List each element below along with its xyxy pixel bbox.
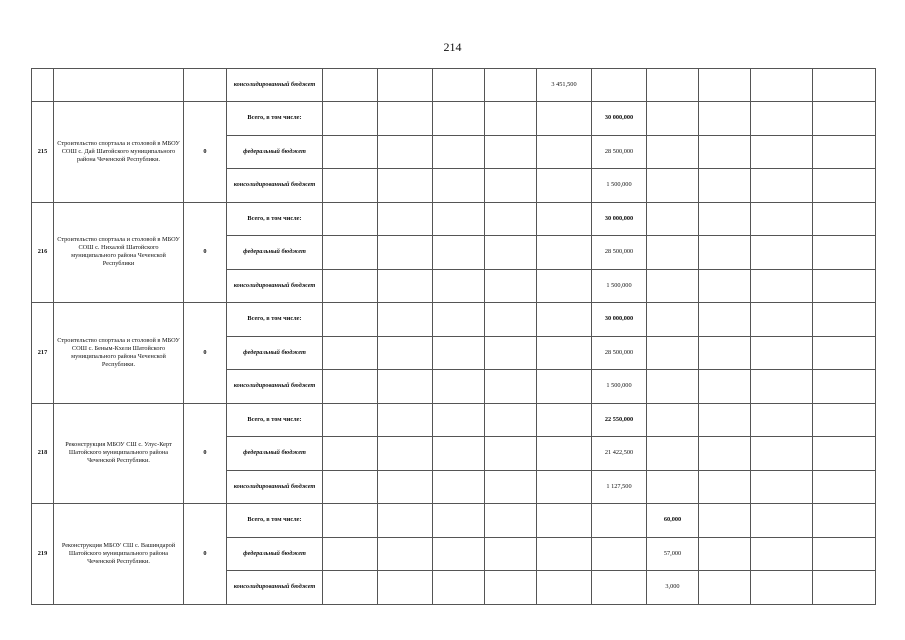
budget-table [31, 68, 876, 605]
project-code: 0 [184, 403, 227, 504]
value-federal: 28 500,000 [592, 135, 647, 169]
cell-num [32, 69, 54, 102]
source-total: Всего, в том числе: [227, 303, 323, 337]
value-total: 22 550,000 [592, 403, 647, 437]
cell-name [54, 69, 184, 102]
source-federal: федеральный бюджет [227, 336, 323, 370]
table-row [32, 202, 876, 236]
project-number: 215 [32, 102, 54, 203]
table-row [32, 504, 876, 538]
page-number: 214 [443, 40, 462, 54]
cell-source: консолидированный бюджет [227, 69, 323, 102]
project-name: Реконструкция МБОУ СШ с. Улус-Керт Шатойского муниципального района Чеченской Республики. [54, 403, 184, 504]
project-name: Строительство спортзала и столовой в МБОУ СОШ с. Нихалой Шатойского муниципального района Чеченской Республики [54, 202, 184, 303]
source-consolidated: консолидированный бюджет [227, 370, 323, 404]
table-row-continuation [32, 69, 876, 102]
value-federal: 57,000 [647, 537, 699, 571]
value-consolidated: 1 500,000 [592, 169, 647, 203]
source-total: Всего, в том числе: [227, 403, 323, 437]
project-code: 0 [184, 202, 227, 303]
source-federal: федеральный бюджет [227, 437, 323, 471]
project-name: Строительство спортзала и столовой в МБОУ СОШ с. Дай Шатойского муниципального района Чеченской Республики. [54, 102, 184, 203]
source-federal: федеральный бюджет [227, 537, 323, 571]
project-name: Реконструкция МБОУ СШ с. Вашиндарой Шатойского муниципального района Чеченской Республики. [54, 504, 184, 605]
source-total: Всего, в том числе: [227, 504, 323, 538]
table-row [32, 303, 876, 337]
project-number: 217 [32, 303, 54, 404]
source-federal: федеральный бюджет [227, 135, 323, 169]
value-federal: 28 500,000 [592, 336, 647, 370]
table-row [32, 403, 876, 437]
cell-zero [184, 69, 227, 102]
source-consolidated: консолидированный бюджет [227, 169, 323, 203]
source-consolidated: консолидированный бюджет [227, 269, 323, 303]
value-federal: 28 500,000 [592, 236, 647, 270]
source-federal: федеральный бюджет [227, 236, 323, 270]
value-consolidated: 1 127,500 [592, 470, 647, 504]
cell-value: 3 451,500 [537, 69, 592, 102]
project-code: 0 [184, 504, 227, 605]
project-code: 0 [184, 102, 227, 203]
value-consolidated: 3,000 [647, 571, 699, 605]
value-total: 30 000,000 [592, 303, 647, 337]
project-number: 216 [32, 202, 54, 303]
source-consolidated: консолидированный бюджет [227, 470, 323, 504]
table-row [32, 102, 876, 136]
value-federal: 21 422,500 [592, 437, 647, 471]
value-consolidated: 1 500,000 [592, 370, 647, 404]
project-number: 218 [32, 403, 54, 504]
source-total: Всего, в том числе: [227, 202, 323, 236]
value-consolidated: 1 500,000 [592, 269, 647, 303]
value-total: 60,000 [647, 504, 699, 538]
source-total: Всего, в том числе: [227, 102, 323, 136]
project-code: 0 [184, 303, 227, 404]
value-total: 30 000,000 [592, 202, 647, 236]
project-number: 219 [32, 504, 54, 605]
project-name: Строительство спортзала и столовой в МБОУ СОШ с. Беным-Кхели Шатойского муниципального района Чеченской Республики. [54, 303, 184, 404]
source-consolidated: консолидированный бюджет [227, 571, 323, 605]
value-total: 30 000,000 [592, 102, 647, 136]
